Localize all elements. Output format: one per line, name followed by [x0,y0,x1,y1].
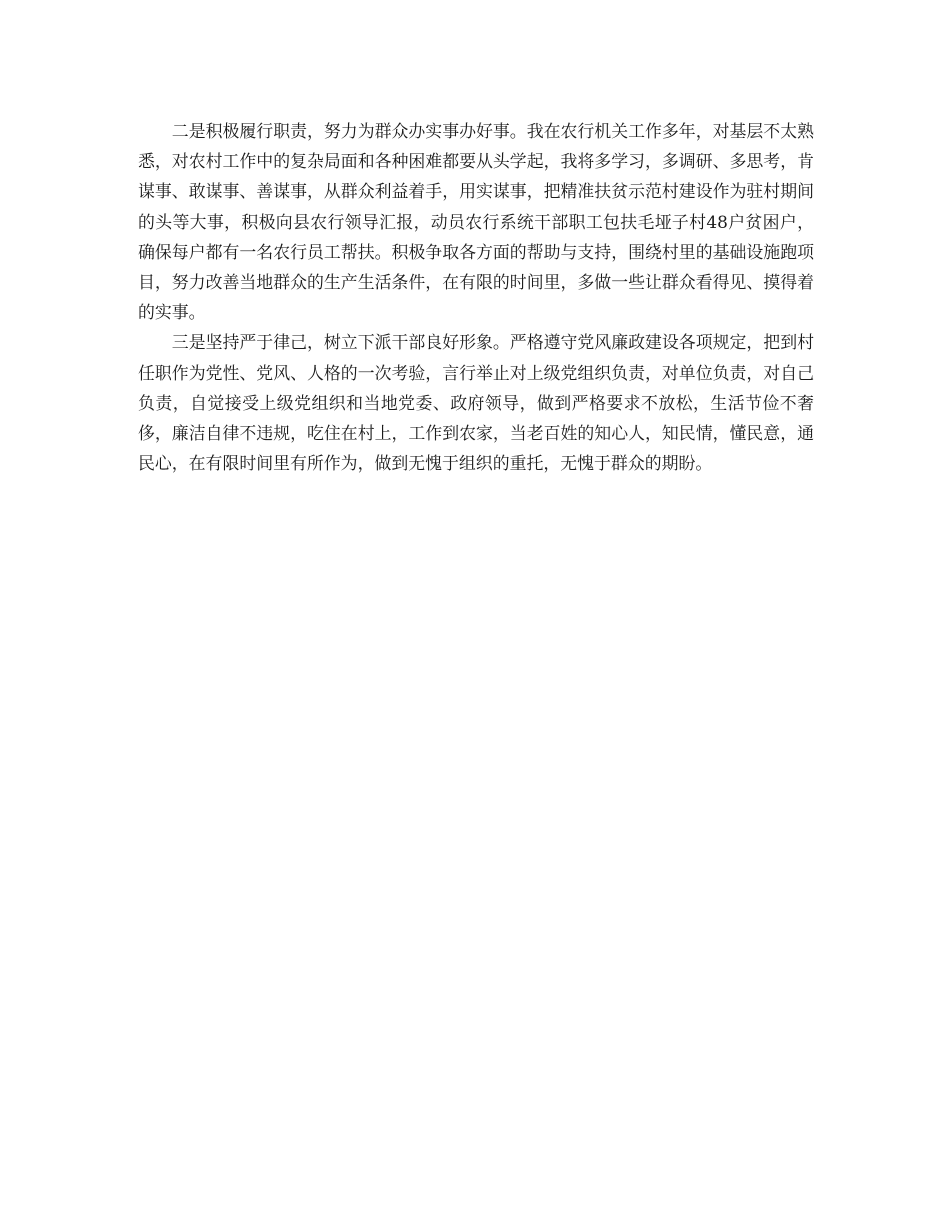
paragraph-duties: 二是积极履行职责，努力为群众办实事办好事。我在农行机关工作多年，对基层不太熟悉，对农村工作中的复杂局面和各种困难都要从头学起，我将多学习，多调研、多思考，肯谋事、敢谋事、善谋事，从群众利益着手，用实谋事，把精准扶贫示范村建设作为驻村期间的头等大事，积极向县农行领导汇报，动员农行系统干部职工包扶毛垭子村48户贫困户，确保每户都有一名农行员工帮扶。积极争取各方面的帮助与支持，围绕村里的基础设施跑项目，努力改善当地群众的生产生活条件，在有限的时间里，多做一些让群众看得见、摸得着的实事。 [138,121,814,323]
document-body [138,116,814,478]
paragraph-self-discipline: 三是坚持严于律己，树立下派干部良好形象。严格遵守党风廉政建设各项规定，把到村任职作为党性、党风、人格的一次考验，言行举止对上级党组织负责，对单位负责，对自己负责，自觉接受上级党组织和当地党委、政府领导，做到严格要求不放松，生活节俭不奢侈，廉洁自律不违规，吃住在村上，工作到农家，当老百姓的知心人，知民情，懂民意，通民心，在有限时间里有所作为，做到无愧于组织的重托，无愧于群众的期盼。 [138,332,814,474]
